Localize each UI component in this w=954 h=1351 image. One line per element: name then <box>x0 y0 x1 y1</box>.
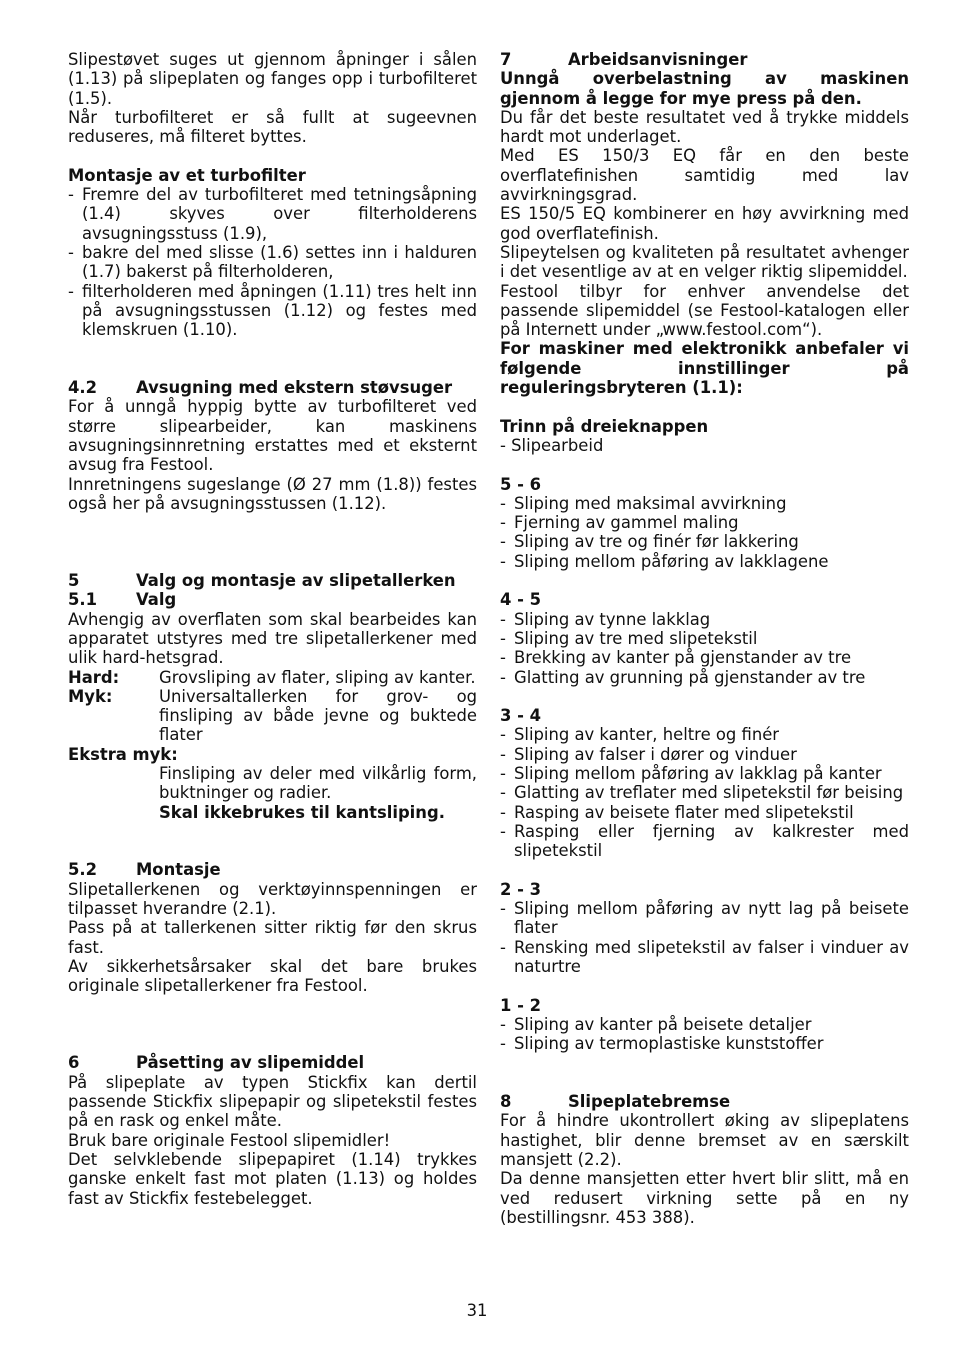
section-number: 5.1 <box>68 590 98 610</box>
paragraph: Av sikkerhetsårsaker skal det bare brukes originale slipetallerkener fra Festool. <box>68 956 477 996</box>
warning-text: Unngå overbelastning av maskinen gjennom å legge for mye press på den. <box>500 69 909 108</box>
paragraph: ES 150/5 EQ kombinerer en høy avvirkning med god overflatefinish. <box>500 204 909 243</box>
step-group-list <box>500 899 909 976</box>
paragraph: Slipeytelsen og kvaliteten på resultatet avhenger i det vesentlige av at en velger riktig slipemiddel. <box>500 242 909 282</box>
section-heading-8 <box>500 1092 909 1111</box>
paragraph: Innretningens sugeslange (Ø 27 mm (1.8)) festes også her på avsugningsstussen (1.12). <box>68 474 477 513</box>
definition-soft <box>68 687 477 745</box>
paragraph: Med ES 150/3 EQ får en den beste overflatefinishen samtidig med lav avvirkningsgrad. <box>500 146 909 205</box>
intro-paragraph: Slipestøvet suges ut gjennom åpninger i sålen (1.13) på slipeplaten og fanges opp i turbofilteret (1.5). <box>68 50 477 108</box>
paragraph: Det selvklebende slipepapiret (1.14) trykkes ganske enkelt fast mot platen (1.13) og holdes fast av Stickfix festebelegget. <box>68 1149 477 1208</box>
paragraph: For å unngå hyppig bytte av turbofilteret ved større slipearbeider, kan maskinens avsugningsinnretning erstattes med et eksternt avsug fra Festool. <box>68 397 477 475</box>
paragraph: På slipeplate av typen Stickfix kan dertil passende Stickfix slipepapir og slipetekstil festes på en rask og enkel måte. <box>68 1072 477 1131</box>
definition-description: Grovsliping av flater, sliping av kanter. <box>159 667 476 687</box>
list-item: - Sliping med maksimal avvirkning <box>500 494 909 513</box>
step-group-list <box>500 610 909 687</box>
section-heading-7 <box>500 50 909 69</box>
step-group-label: 1 - 2 <box>500 995 542 1015</box>
paragraph: Pass på at tallerkenen sitter riktig før den skrus fast. <box>68 918 477 957</box>
paragraph: For å hindre ukontrollert øking av slipeplatens hastighet, blir denne bremset av en særskilt mansjett (2.2). <box>500 1111 909 1169</box>
intro-paragraph-2: Når turbofilteret er så fullt at sugeevnen reduseres, må filteret byttes. <box>68 107 477 147</box>
list-item: - Sliping mellom påføring av lakklagene <box>500 552 909 571</box>
section-heading-6 <box>68 1053 477 1072</box>
list-item: - bakre del med slisse (1.6) settes inn i halduren (1.7) bakerst på filterholderen, <box>68 243 477 282</box>
section-number: 5 <box>68 571 80 591</box>
section-heading-4-2 <box>68 378 477 397</box>
section-title: Valg og montasje av slipetallerken <box>136 571 456 591</box>
right-column <box>500 50 909 1227</box>
section-heading-5-1 <box>68 590 477 609</box>
step-group-list <box>500 725 909 860</box>
section-title: Arbeidsanvisninger <box>568 50 748 69</box>
list-item: - Sliping av falser i dører og vinduer <box>500 745 909 764</box>
definition-term: Hard: <box>68 667 120 687</box>
definition-term: Myk: <box>68 686 113 706</box>
definition-description: Universaltallerken for grov- og finsliping av både jevne og buktede flater <box>159 686 477 745</box>
paragraph: Da denne mansjetten etter hvert blir slitt, må en ved redusert virkning sette på en ny (bestillingsnr. 453 388). <box>500 1169 909 1227</box>
recommendation-text: For maskiner med elektronikk anbefaler vi følgende innstillinger på reguleringsbryteren (1.1): <box>500 339 909 398</box>
paragraph: Festool tilbyr for enhver anvendelse det passende slipemiddel (se Festool-katalogen eller på Internett under „www.festool.com“). <box>500 281 909 340</box>
section-number: 7 <box>500 50 512 69</box>
list-item: - Fremre del av turbofilteret med tetningsåpning (1.4) skyves over filterholderens avsugningsstuss (1.9), <box>68 185 477 243</box>
list-item: - Rasping av beisete flater med slipetekstil <box>500 803 909 822</box>
definition-term-extra-soft: Ekstra myk: <box>68 744 178 764</box>
steps-intro: - Slipearbeid <box>500 435 604 455</box>
paragraph: Slipetallerkenen og verktøyinnspenningen er tilpasset hverandre (2.1). <box>68 879 477 919</box>
section-number: 6 <box>68 1053 80 1073</box>
list-item: - Sliping mellom påføring av lakklag på kanter <box>500 764 909 783</box>
section-number: 4.2 <box>68 378 98 398</box>
step-group-label: 3 - 4 <box>500 706 542 726</box>
step-group-label: 5 - 6 <box>500 474 542 494</box>
section-title: Avsugning med ekstern støvsuger <box>136 378 453 398</box>
section-title: Slipeplatebremse <box>568 1092 731 1112</box>
step-group-label: 2 - 3 <box>500 879 542 899</box>
step-group-list <box>500 494 909 571</box>
list-item: - Rensking med slipetekstil av falser i vinduer av naturtre <box>500 938 909 977</box>
warning-text: Skal ikkebrukes til kantsliping. <box>159 802 445 822</box>
steps-heading: Trinn på dreieknappen <box>500 416 709 436</box>
list-item: - Sliping av tre med slipetekstil <box>500 629 909 648</box>
definition-hard <box>68 668 477 687</box>
list-item: - Sliping av termoplastiske kunststoffer <box>500 1034 909 1053</box>
turbo-heading: Montasje av et turbofilter <box>68 165 306 185</box>
list-item: - Sliping av tynne lakklag <box>500 610 909 629</box>
page-number: 31 <box>466 1301 488 1320</box>
section-heading-5-2 <box>68 860 477 879</box>
list-item: - filterholderen med åpningen (1.11) tres helt inn på avsugningsstussen (1.12) og festes med klemskruen (1.10). <box>68 282 477 340</box>
paragraph: Bruk bare originale Festool slipemidler! <box>68 1130 391 1150</box>
list-item: - Fjerning av gammel maling <box>500 513 909 532</box>
list-item: - Glatting av grunning på gjenstander av tre <box>500 668 909 687</box>
section-title: Montasje <box>136 860 221 880</box>
list-item: - Sliping av tre og finér før lakkering <box>500 532 909 551</box>
paragraph: Du får det beste resultatet ved å trykke middels hardt mot underlaget. <box>500 107 909 147</box>
list-item: - Brekking av kanter på gjenstander av tre <box>500 648 909 667</box>
list-item: - Rasping eller fjerning av kalkrester med slipetekstil <box>500 822 909 861</box>
section-title: Valg <box>136 590 177 610</box>
list-item: - Sliping mellom påføring av nytt lag på beisete flater <box>500 899 909 938</box>
list-item: - Sliping av kanter, heltre og finér <box>500 725 909 744</box>
turbo-steps-list <box>68 185 477 339</box>
section-title: Påsetting av slipemiddel <box>136 1053 365 1073</box>
definition-description: Finsliping av deler med vilkårlig form, buktninger og radier. <box>159 763 477 803</box>
list-item: - Sliping av kanter på beisete detaljer <box>500 1015 909 1034</box>
step-group-list <box>500 1015 909 1054</box>
left-column <box>68 50 477 1208</box>
section-number: 5.2 <box>68 860 98 880</box>
section-number: 8 <box>500 1092 512 1112</box>
paragraph: Avhengig av overflaten som skal bearbeides kan apparatet utstyres med tre slipetallerkener med ulik hard-hetsgrad. <box>68 609 477 668</box>
section-heading-5 <box>68 571 477 590</box>
step-group-label: 4 - 5 <box>500 590 542 610</box>
list-item: - Glatting av treflater med slipetekstil før beising <box>500 783 909 802</box>
